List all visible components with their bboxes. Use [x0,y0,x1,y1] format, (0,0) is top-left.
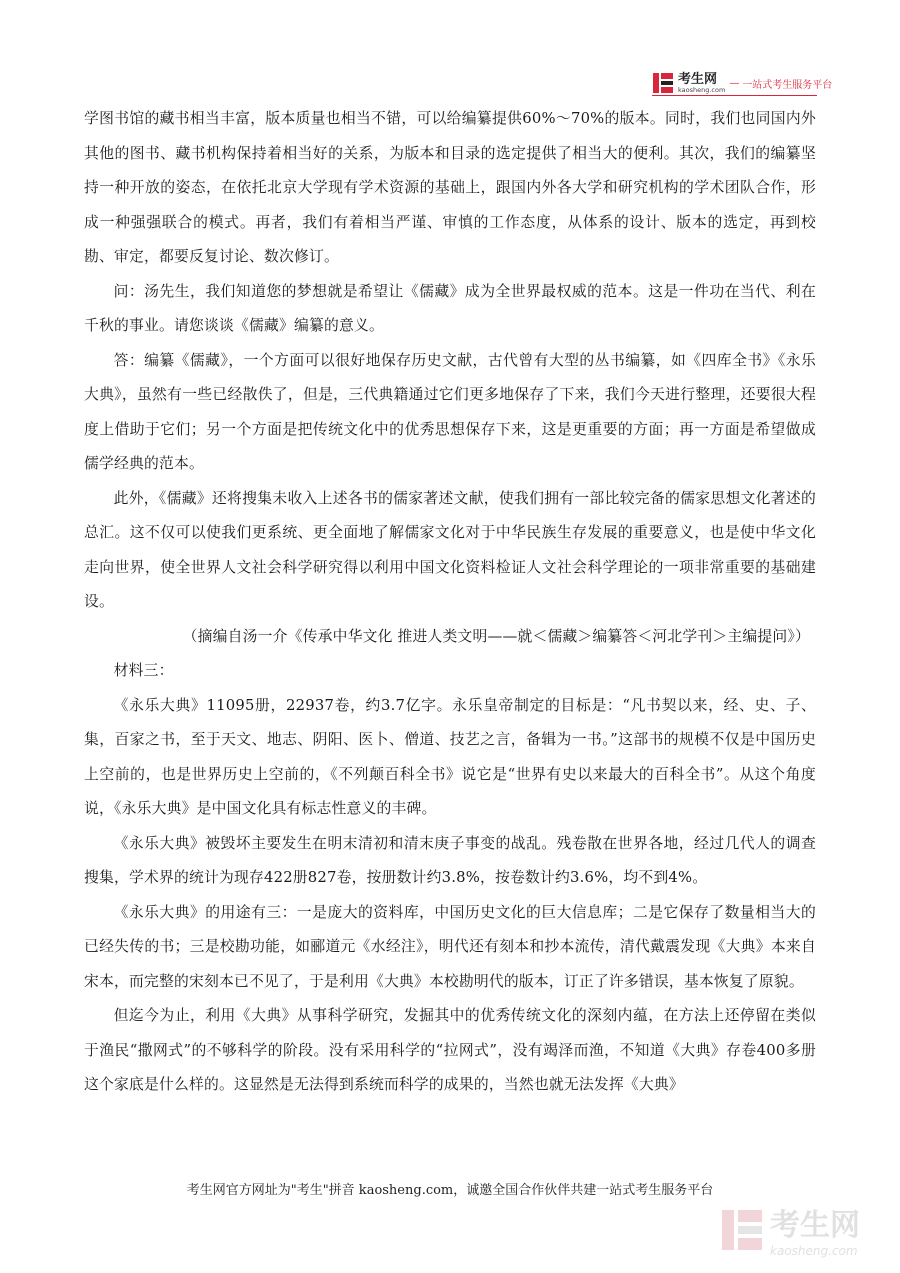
header-divider [652,95,817,96]
watermark [720,1208,890,1264]
material-three-heading: 材料三： [113,662,174,679]
paragraph-yongle-intro: 《永乐大典》11095册，22937卷，约3.7亿字。永乐皇帝制定的目标是：“凡书契以来，经、史、子、集，百家之书，至于天文、地志、阴阳、医卜、僧道、技艺之言，备辑为一书。”这部书的规模不仅是中国历史上空前的，也是世界历史上空前的，《不列颠百科全书》说它是“世界有史以来最大的百科全书”。从这个角度说，《永乐大典》是中国文化具有标志性意义的丰碑。 [84,696,816,817]
header-slogan: 一站式考生服务平台 [742,79,833,91]
watermark-domain: kaosheng.com [770,1244,858,1258]
paragraph-continued: 学图书馆的藏书相当丰富，版本质量也相当不错，可以给编纂提供60%～70%的版本。同时，我们也同国内外其他的图书、藏书机构保持着相当好的关系，为版本和目录的选定提供了相当大的便利。其次，我们的编纂坚持一种开放的姿态，在依托北京大学现有学术资源的基础上，跟国内外各大学和研究机构的学术团队合作，形成一种强强联合的模式。再者，我们有着相当严谨、审慎的工作态度，从体系的设计、版本的选定，再到校勘、审定，都要反复讨论、数次修订。 [84,110,816,265]
logo-domain: kaosheng.com [678,85,726,94]
paragraph-yongle-damage: 《永乐大典》被毁坏主要发生在明末清初和清末庚子事变的战乱。残卷散在世界各地，经过几代人的调查搜集，学术界的统计为现存422册827卷，按册数计约3.8%，按卷数计约3.6%，均不到4%。 [84,834,816,886]
paragraph-yongle-uses: 《永乐大典》的用途有三：一是庞大的资料库，中国历史文化的巨大信息库；二是它保存了数量相当大的已经失传的书；三是校勘功能，如郦道元《水经注》，明代还有刻本和抄本流传，清代戴震发现《大典》本来自宋本，而完整的宋刻本已不见了，于是利用《大典》本校勘明代的版本，订正了许多错误，基本恢复了原貌。 [84,903,816,990]
watermark-logo-icon [720,1208,764,1252]
kaosheng-logo-icon [652,72,674,94]
paragraph-question: 问：汤先生，我们知道您的梦想就是希望让《儒藏》成为全世界最权威的范本。这是一件功在当代、利在千秋的事业。请您谈谈《儒藏》编纂的意义。 [84,282,816,334]
logo-separator: — [729,77,740,89]
document-body [84,102,816,1103]
paragraph-answer: 答：编纂《儒藏》，一个方面可以很好地保存历史文献，古代曾有大型的丛书编纂，如《四库全书》《永乐大典》，虽然有一些已经散佚了，但是，三代典籍通过它们更多地保存了下来，我们今天进行整理，还要很大程度上借助于它们；另一个方面是把传统文化中的优秀思想保存下来，这是更重要的方面；再一方面是希望做成儒学经典的范本。 [84,351,816,472]
page-footer: 考生网官方网址为"考生"拼音 kaosheng.com，诚邀全国合作伙伴共建一站式考生服务平台 [186,1183,714,1198]
paragraph-additional: 此外，《儒藏》还将搜集未收入上述各书的儒家著述文献，使我们拥有一部比较完备的儒家思想文化著述的总汇。这不仅可以使我们更系统、更全面地了解儒家文化对于中华民族生存发展的重要意义，也是使中华文化走向世界，使全世界人文社会科学研究得以利用中国文化资料检证人文社会科学理论的一项非常重要的基础建设。 [84,489,816,610]
paragraph-yongle-research: 但迄今为止，利用《大典》从事科学研究，发掘其中的优秀传统文化的深刻内蕴，在方法上还停留在类似于渔民“撒网式”的不够科学的阶段。没有采用科学的“拉网式”，没有竭泽而渔，不知道《大典》存卷400多册这个家底是什么样的。这显然是无法得到系统而科学的成果的，当然也就无法发挥《大典》 [84,1007,816,1093]
source-citation: （摘编自汤一介《传承中华文化 推进人类文明——就＜儒藏＞编纂答＜河北学刊＞主编提问》） [182,627,810,645]
site-logo[interactable] [652,70,832,96]
logo-name: 考生网 [678,71,718,87]
watermark-name: 考生网 [770,1208,860,1243]
logo-text [678,73,725,94]
